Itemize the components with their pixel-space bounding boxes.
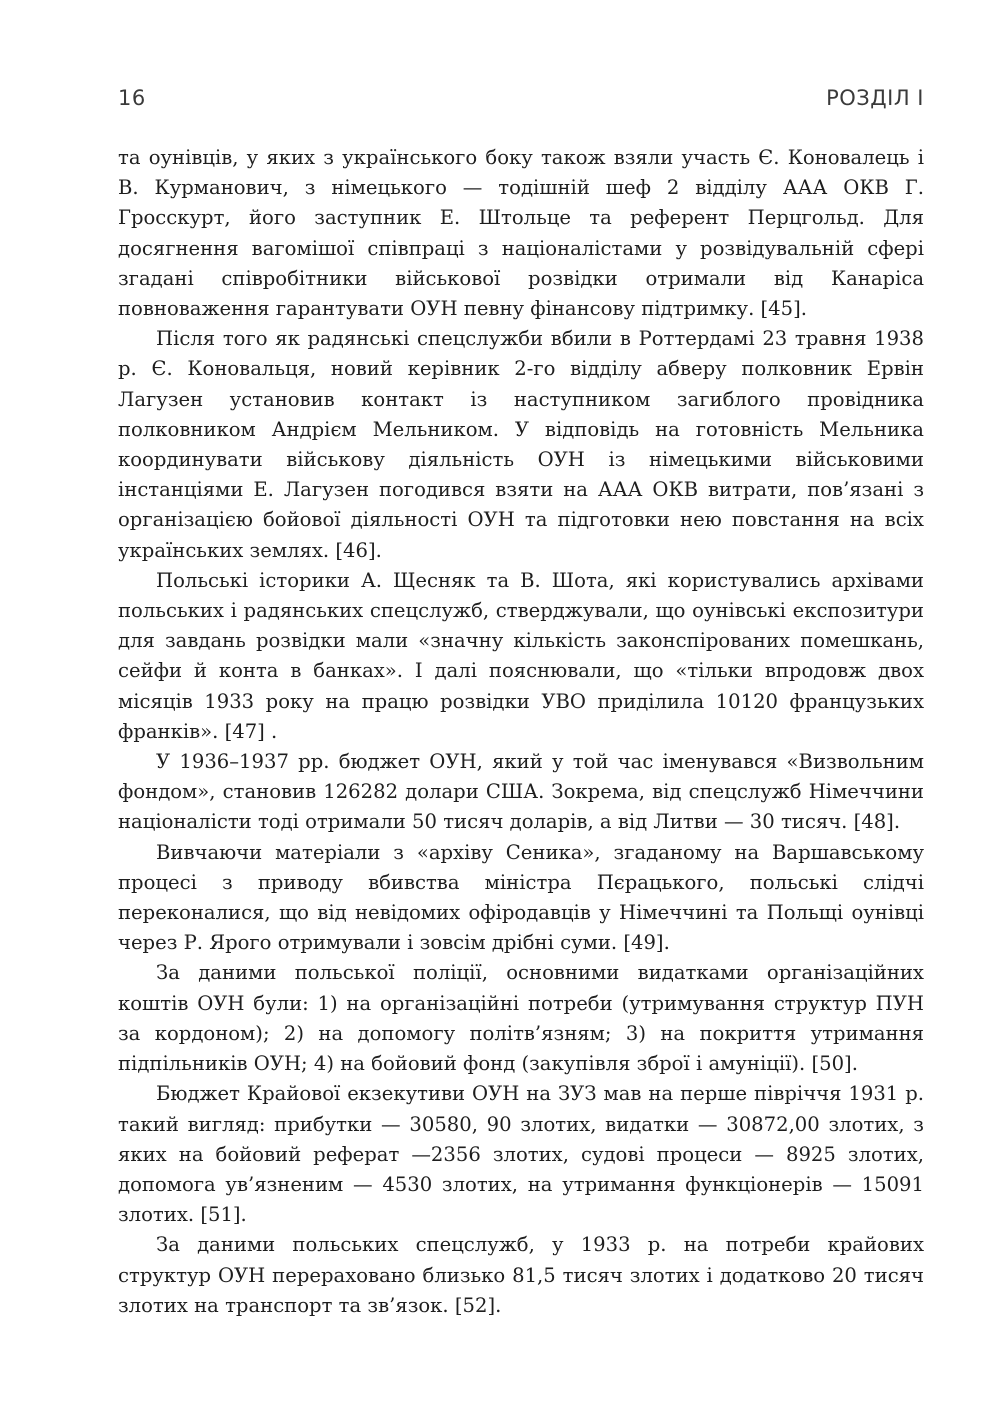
paragraph: Бюджет Крайової екзекутиви ОУН на ЗУЗ мав на перше півріччя 1931 р. такий вигляд: прибутки — 30580, 90 злотих, видатки — 30872,00 злотих, з яких на бойовий реферат —2356 злотих, судові процеси — 8925 злотих, допомога ув’язненим — 4530 злотих, на утримання функціонерів — 15091 злотих. [51].	[118, 1082, 924, 1227]
page-number: 16	[118, 86, 146, 110]
paragraph: Польські історики А. Щесняк та В. Шота, які користувались архівами польських і радянських спецслужб, стверджували, що оунівські експозитури для завдань розвідки мали «значну кількість законспірованих помешкань, сейфи й конта в банках». І далі пояснювали, що «тільки впродовж двох місяців 1933 року на працю розвідки УВО приділила 10120 французьких франків». [47] .	[118, 568, 924, 743]
paragraph: Після того як радянські спецслужби вбили в Роттердамі 23 травня 1938 р. Є. Коновальця, новий керівник 2-го відділу абверу полковник Ервін Лагузен установив контакт із наступником загиблого провідника полковником Андрієм Мельником. У відповідь на готовність Мельника координувати військову діяльність ОУН із німецькими військовими інстанціями Е. Лагузен погодився взяти на ААА ОКВ витрати, пов’язані з організацією бойової діяльності ОУН та підготовки нею повстання на всіх українських землях. [46].	[118, 327, 924, 562]
page-header	[118, 86, 924, 114]
paragraph: У 1936–1937 рр. бюджет ОУН, який у той час іменувався «Визвольним фондом», становив 126282 долари США. Зокрема, від спецслужб Німеччини націоналісти тоді отримали 50 тисяч доларів, а від Литви — 30 тисяч. [48].	[118, 750, 924, 834]
body-text	[118, 143, 924, 1321]
running-title: РОЗДІЛ І	[826, 86, 924, 110]
paragraph: Вивчаючи матеріали з «архіву Сеника», згаданому на Варшавському процесі з приводу вбивства міністра Пєрацького, польські слідчі переконалися, що від невідомих офіродавців у Німеччині та Польщі оунівці через Р. Ярого отримували і зовсім дрібні суми. [49].	[118, 840, 924, 955]
paragraph: та оунівців, у яких з українського боку також взяли участь Є. Коновалець і В. Курманович, з німецького — тодішній шеф 2 відділу ААА ОКВ Г. Гросскурт, його заступник Е. Штольце та референт Перцгольд. Для досягнення вагомішої співпраці з націоналістами у розвідувальній сфері згадані співробітники військової розвідки отримали від Канаріса повноваження гарантувати ОУН певну фінансову підтримку. [45].	[118, 146, 924, 321]
paragraph: За даними польських спецслужб, у 1933 р. на потреби крайових структур ОУН перераховано близько 81,5 тисяч злотих і додатково 20 тисяч злотих на транспорт та зв’язок. [52].	[118, 1233, 924, 1317]
paragraph: За даними польської поліції, основними видатками організаційних коштів ОУН були: 1) на організаційні потреби (утримування структур ПУН за кордоном); 2) на допомогу політв’язням; 3) на покриття утримання підпільників ОУН; 4) на бойовий фонд (закупівля зброї і амуніції). [50].	[118, 961, 924, 1076]
